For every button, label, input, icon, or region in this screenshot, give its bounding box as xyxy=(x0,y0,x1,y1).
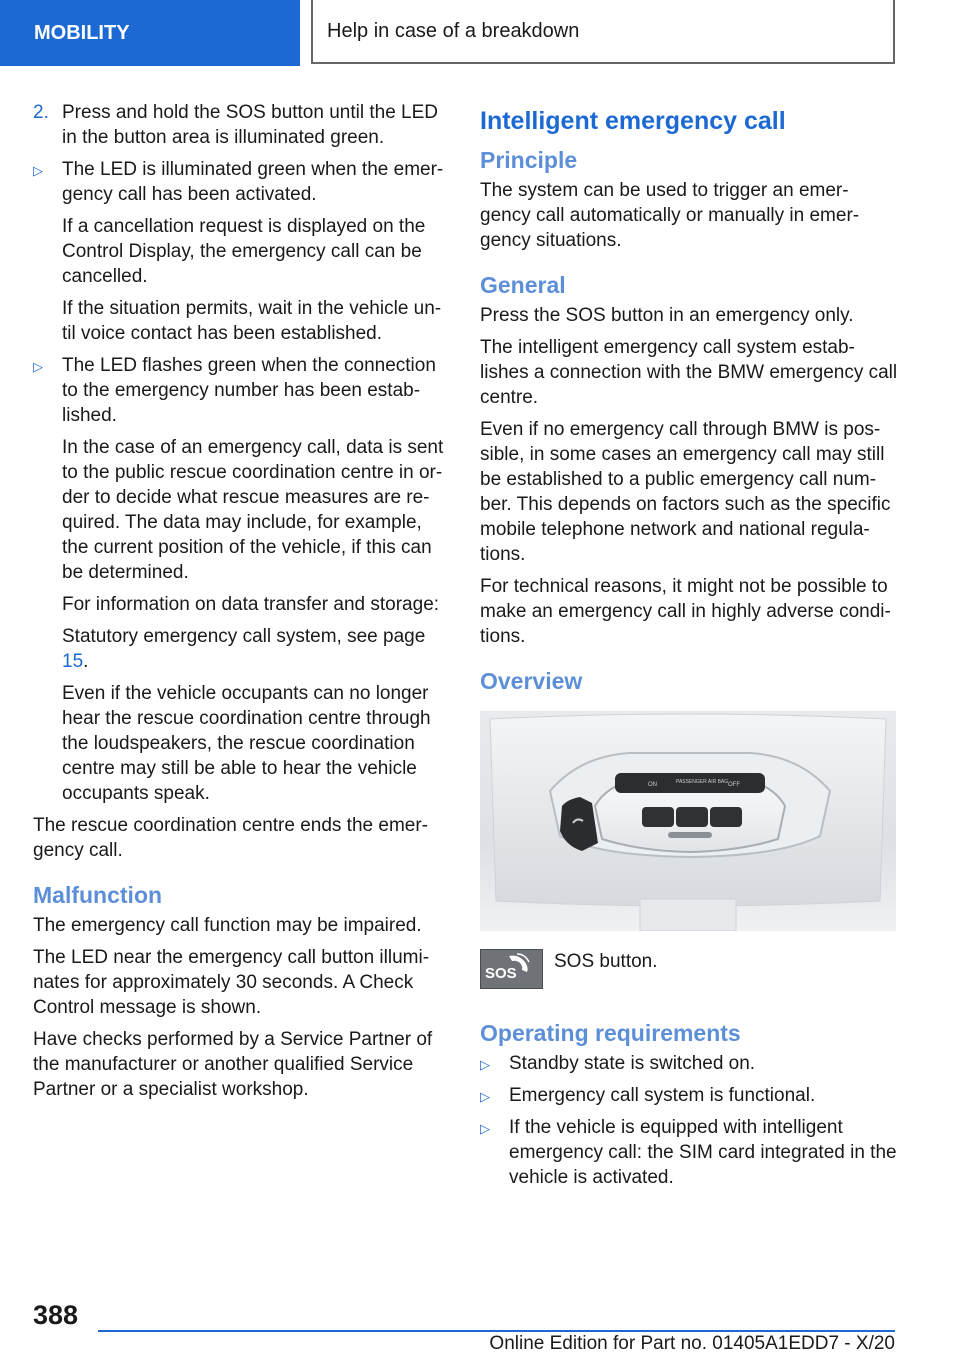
paragraph: For information on data transfer and storage: xyxy=(62,594,440,615)
sos-icon-text: SOS xyxy=(485,965,517,982)
paragraph: The system can be used to trigger an emer‐gency call automatically or manually in emer‐gency situations. xyxy=(480,180,860,251)
overhead-console-figure xyxy=(480,711,896,931)
airbag-passenger-label: PASSENGER AIR BAG xyxy=(676,779,729,785)
left-column xyxy=(33,100,448,1109)
section-tab xyxy=(0,0,300,66)
requirement-text: Standby state is switched on. xyxy=(509,1053,756,1074)
sos-caption: SOS button. xyxy=(554,951,658,972)
edition-note: Online Edition for Part no. 01405A1EDD7 - X/20 xyxy=(489,1333,895,1354)
chapter-title: Help in case of a breakdown xyxy=(327,19,580,42)
section-title: Intelligent emergency call xyxy=(480,107,786,135)
sos-call-icon xyxy=(480,949,543,989)
section-label: MOBILITY xyxy=(34,21,130,44)
footer-divider xyxy=(98,1330,895,1332)
list-item xyxy=(480,1051,898,1076)
console-illustration xyxy=(480,711,896,931)
paragraph: The LED flashes green when the connection to the emergency number has been estab‐lished. xyxy=(62,355,436,426)
paragraph: The rescue coordination centre ends the emer‐gency call. xyxy=(33,815,428,861)
paragraph: Even if no emergency call through BMW is pos‐sible, in some cases an emergency call may still be established to a public emergency call num‐ber. This depends on factors such as the specific mobile telephone network and national regula‐tions. xyxy=(480,419,891,565)
step-text: Press and hold the SOS button until the LED in the button area is illuminated green. xyxy=(62,102,439,148)
triangle-right-icon: ▷ xyxy=(480,1057,490,1072)
principle-heading: Principle xyxy=(480,147,578,173)
light-button xyxy=(642,807,674,827)
paragraph: The LED near the emergency call button illumi‐nates for approximately 30 seconds. A Check Control message is shown. xyxy=(33,947,430,1018)
bullet-item xyxy=(33,157,448,346)
airbag-on-label: ON xyxy=(648,782,657,788)
bullet-item xyxy=(33,353,448,806)
page-link[interactable]: 15 xyxy=(62,651,84,672)
light-button xyxy=(676,807,708,827)
requirement-text: If the vehicle is equipped with intelligent emergency call: the SIM card integrated in the vehicle is activated. xyxy=(509,1117,897,1188)
paragraph: If the situation permits, wait in the vehicle un‐til voice contact has been established. xyxy=(62,298,442,344)
paragraph: If a cancellation request is displayed on the Control Display, the emergency call can be cancelled. xyxy=(62,216,426,287)
paragraph: The emergency call function may be impaired. xyxy=(33,915,422,936)
light-button xyxy=(710,807,742,827)
triangle-right-icon: ▷ xyxy=(33,163,43,178)
paragraph: Press the SOS button in an emergency only. xyxy=(480,305,854,326)
paragraph: For technical reasons, it might not be possible to make an emergency call in highly adverse condi‐tions. xyxy=(480,576,891,647)
triangle-right-icon: ▷ xyxy=(480,1121,490,1136)
requirement-text: Emergency call system is functional. xyxy=(509,1085,816,1106)
triangle-right-icon: ▷ xyxy=(33,359,43,374)
cross-reference xyxy=(62,624,448,674)
reference-punct: . xyxy=(83,651,89,672)
paragraph: Have checks performed by a Service Partner of the manufacturer or another qualified Service Partner or a specialist workshop. xyxy=(33,1029,433,1100)
airbag-off-label: OFF xyxy=(728,782,740,788)
step-number: 2. xyxy=(33,102,49,123)
paragraph: Even if the vehicle occupants can no longer hear the rescue coordination centre through the loudspeakers, the rescue coordination centre may still be able to hear the vehicle occupants speak. xyxy=(62,683,431,804)
malfunction-heading: Malfunction xyxy=(33,882,163,908)
right-column xyxy=(480,100,898,1197)
step-item xyxy=(33,100,448,150)
list-item xyxy=(480,1115,898,1190)
page-number: 388 xyxy=(33,1300,79,1330)
paragraph: In the case of an emergency call, data is sent to the public rescue coordination centre in or‐der to decide what rescue measures are re‐quired. The data may include, for example, the current position of the vehicle, if this can be determined. xyxy=(62,437,444,583)
list-item xyxy=(480,1083,898,1108)
general-heading: General xyxy=(480,272,566,298)
overview-heading: Overview xyxy=(480,668,583,694)
page-header xyxy=(0,0,960,66)
sos-button-legend xyxy=(480,949,898,993)
paragraph: The LED is illuminated green when the emer‐gency call has been activated. xyxy=(62,159,444,205)
chapter-title-box xyxy=(311,0,895,64)
reference-text: Statutory emergency call system, see page xyxy=(62,626,426,647)
triangle-right-icon: ▷ xyxy=(480,1089,490,1104)
paragraph: The intelligent emergency call system estab‐lishes a connection with the BMW emergency call centre. xyxy=(480,337,898,408)
requirements-heading: Operating requirements xyxy=(480,1020,741,1046)
